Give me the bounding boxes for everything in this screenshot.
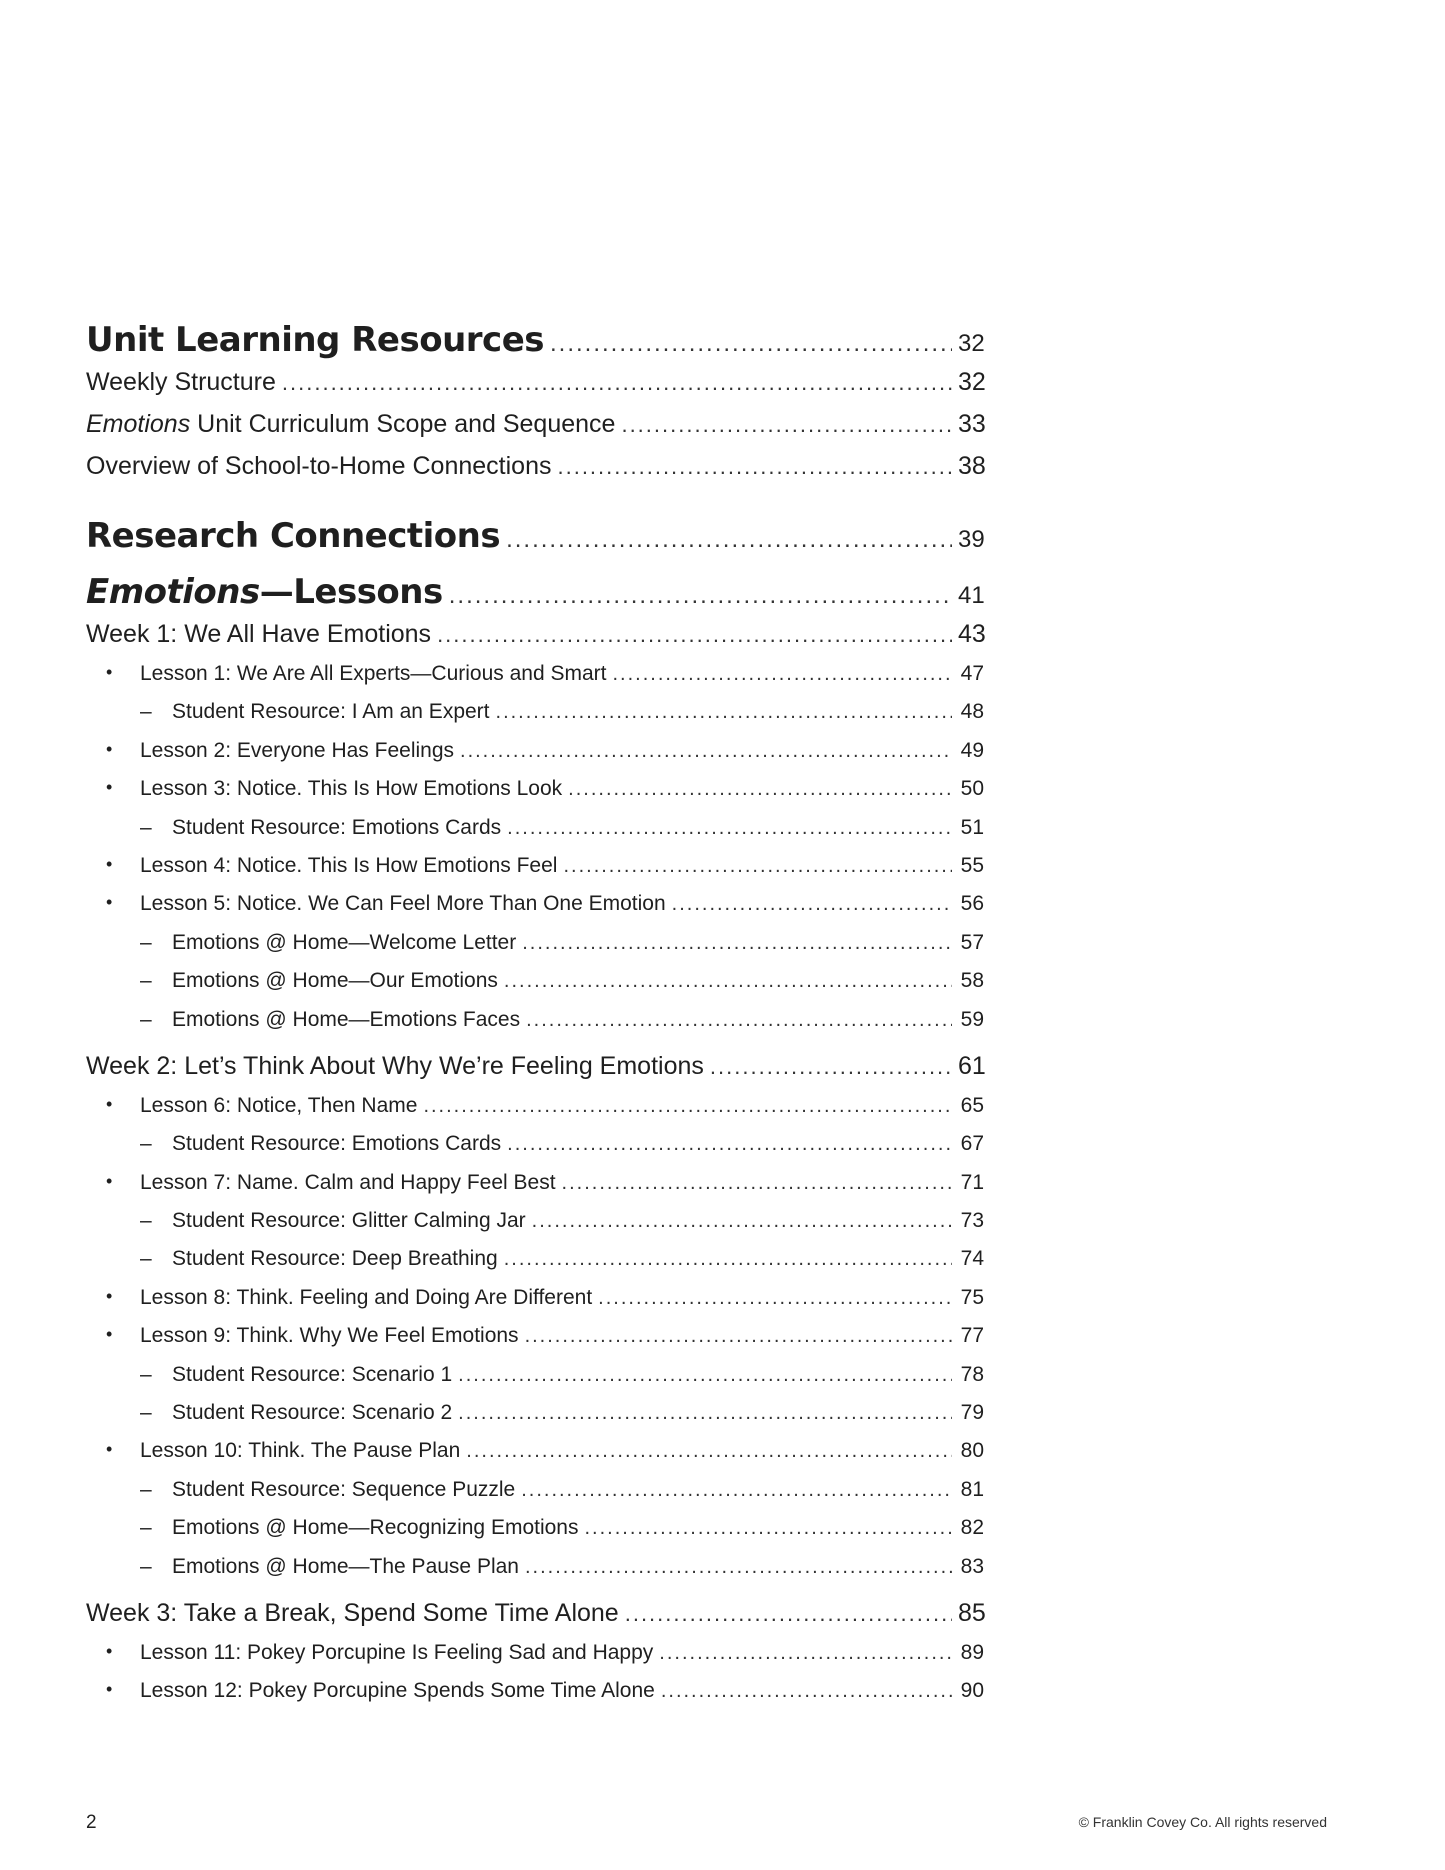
page-number: 74: [960, 1247, 984, 1271]
toc-title: Student Resource: Deep Breathing: [172, 1247, 498, 1271]
toc-title: Lesson 2: Everyone Has Feelings: [140, 738, 455, 762]
toc-entry-lesson[interactable]: [86, 1679, 984, 1717]
dash-icon: –: [140, 1362, 152, 1386]
toc-title: Student Resource: I Am an Expert: [172, 700, 490, 724]
dot-leader: [423, 1095, 952, 1118]
dash-icon: –: [140, 1132, 152, 1156]
dot-leader: [507, 817, 952, 840]
toc-title-rest: Unit Curriculum Scope and Sequence: [190, 410, 616, 438]
dash-icon: –: [140, 930, 152, 954]
page-number: 38: [958, 452, 986, 480]
toc-entry-week-1[interactable]: [86, 620, 984, 662]
page-number: 41: [958, 582, 985, 609]
toc-entry-lesson[interactable]: [86, 854, 984, 892]
dot-leader: [506, 526, 952, 554]
dot-leader: [585, 1517, 953, 1540]
dot-leader: [710, 1054, 952, 1080]
toc-title-italic: Emotions: [86, 410, 191, 438]
toc-entry-lesson[interactable]: [86, 739, 984, 777]
page-number: 89: [960, 1640, 984, 1664]
page-number: 47: [960, 662, 984, 685]
page-number: 33: [958, 410, 986, 438]
page-number: 59: [960, 1007, 984, 1031]
toc-title: Lesson 12: Pokey Porcupine Spends Some Time Alone: [140, 1679, 655, 1703]
dash-icon: –: [140, 1007, 152, 1031]
dash-icon: –: [140, 815, 152, 839]
toc-entry-resource[interactable]: [86, 816, 984, 854]
toc-title: Lesson 10: Think. The Pause Plan: [140, 1439, 461, 1463]
toc-entry-week-2[interactable]: [86, 1052, 984, 1094]
dot-leader: [496, 701, 952, 724]
page-number: 85: [958, 1598, 986, 1627]
dot-leader: [504, 970, 952, 993]
bullet-icon: •: [106, 662, 113, 682]
toc-title: Lesson 8: Think. Feeling and Doing Are Different: [140, 1285, 593, 1309]
bullet-icon: •: [106, 892, 113, 913]
toc-title: Emotions @ Home—Recognizing Emotions: [172, 1516, 579, 1540]
dot-leader: [661, 1680, 952, 1703]
toc-entry-research-connections[interactable]: [86, 516, 984, 564]
toc-title: Lesson 3: Notice. This Is How Emotions Look: [140, 777, 563, 801]
toc-entry-lesson[interactable]: [86, 1286, 984, 1324]
toc-title: Lesson 1: We Are All Experts—Curious and Smart: [140, 662, 607, 685]
dash-icon: –: [140, 1554, 152, 1578]
bullet-icon: •: [106, 1679, 113, 1700]
page-number: 79: [960, 1401, 984, 1425]
dot-leader: [437, 622, 952, 648]
toc-entry-scope-sequence[interactable]: [86, 410, 984, 452]
dot-leader: [526, 1009, 952, 1032]
toc-entry-lesson[interactable]: [86, 662, 984, 700]
dot-leader: [625, 1601, 952, 1627]
bullet-icon: •: [106, 777, 113, 798]
dot-leader: [282, 370, 952, 396]
toc-entry-unit-learning-resources[interactable]: [86, 320, 984, 368]
toc-title: Emotions @ Home—The Pause Plan: [172, 1554, 519, 1578]
toc-title: Student Resource: Scenario 2: [172, 1401, 453, 1425]
toc-title: Lesson 7: Name. Calm and Happy Feel Best: [140, 1170, 556, 1194]
toc-entry-lesson[interactable]: [86, 1171, 984, 1209]
toc-title: Emotions @ Home—Emotions Faces: [172, 1007, 521, 1031]
toc-title: Emotions @ Home—Our Emotions: [172, 969, 498, 993]
toc-title: Overview of School-to-Home Connections: [86, 452, 552, 480]
toc-entry-lesson[interactable]: [86, 1439, 984, 1477]
page-number: 75: [960, 1285, 984, 1309]
page-number: 55: [960, 853, 984, 877]
toc-title: Student Resource: Glitter Calming Jar: [172, 1209, 526, 1233]
page-number: 82: [960, 1516, 984, 1540]
toc-title: Lesson 9: Think. Why We Feel Emotions: [140, 1324, 519, 1348]
page-number: 32: [958, 368, 986, 396]
toc-entry-resource[interactable]: [86, 969, 984, 1007]
toc-entry-lesson[interactable]: [86, 777, 984, 815]
table-of-contents: [86, 320, 984, 1718]
dot-leader: [525, 1556, 952, 1579]
bullet-icon: •: [106, 1324, 113, 1345]
toc-entry-resource[interactable]: [86, 700, 984, 738]
dot-leader: [525, 1325, 952, 1348]
dot-leader: [659, 1642, 952, 1665]
toc-entry-resource[interactable]: [86, 1516, 984, 1554]
page-number: 56: [960, 892, 984, 916]
bullet-icon: •: [106, 1093, 113, 1114]
page-number: 90: [960, 1679, 984, 1703]
toc-title: Student Resource: Emotions Cards: [172, 815, 502, 839]
page-number: 80: [960, 1439, 984, 1463]
dot-leader: [598, 1287, 952, 1310]
bullet-icon: •: [106, 738, 113, 759]
toc-heading: [86, 572, 449, 612]
toc-title: Lesson 11: Pokey Porcupine Is Feeling Sad and Happy: [140, 1640, 654, 1664]
dot-leader: [507, 1133, 952, 1156]
page-number: 49: [960, 738, 984, 762]
toc-title: Weekly Structure: [86, 368, 276, 396]
page-number: 57: [960, 930, 984, 954]
bullet-icon: •: [106, 1170, 113, 1191]
dash-icon: –: [140, 969, 152, 993]
page-number: 81: [960, 1477, 984, 1501]
toc-entry-weekly-structure[interactable]: [86, 368, 984, 410]
toc-title: [86, 410, 621, 439]
toc-entry-resource[interactable]: [86, 1363, 984, 1401]
page-number: 50: [960, 777, 984, 801]
toc-heading: Unit Learning Resources: [86, 320, 544, 360]
dash-icon: –: [140, 1209, 152, 1233]
dot-leader: [563, 855, 952, 878]
page-number: 58: [960, 969, 984, 993]
toc-entry-lesson[interactable]: [86, 1094, 984, 1132]
dot-leader: [460, 740, 952, 763]
toc-entry-emotions-lessons[interactable]: [86, 572, 984, 620]
dash-icon: –: [140, 1516, 152, 1540]
page-number: 51: [960, 815, 984, 839]
footer-page-number: 2: [86, 1812, 97, 1833]
toc-title: Lesson 4: Notice. This Is How Emotions Feel: [140, 853, 558, 877]
dash-icon: –: [140, 700, 152, 724]
toc-entry-resource[interactable]: [86, 1247, 984, 1285]
dot-leader: [522, 932, 952, 955]
toc-title: Week 2: Let’s Think About Why We’re Feeling Emotions: [86, 1051, 704, 1080]
dot-leader: [521, 1479, 952, 1502]
dot-leader: [550, 330, 952, 358]
dot-leader: [458, 1364, 952, 1387]
toc-title: Lesson 5: Notice. We Can Feel More Than One Emotion: [140, 892, 666, 916]
toc-entry-resource[interactable]: [86, 1008, 984, 1046]
dot-leader: [504, 1248, 952, 1271]
toc-entry-overview-connections[interactable]: [86, 452, 984, 494]
dot-leader: [458, 1402, 952, 1425]
bullet-icon: •: [106, 1640, 113, 1661]
page-number: 67: [960, 1132, 984, 1156]
bullet-icon: •: [106, 1285, 113, 1306]
toc-entry-resource[interactable]: [86, 1555, 984, 1593]
page-number: 78: [960, 1362, 984, 1386]
toc-heading-italic: Emotions: [86, 572, 260, 612]
page-number: 73: [960, 1209, 984, 1233]
page-number: 61: [958, 1051, 986, 1080]
page-number: 83: [960, 1554, 984, 1578]
bullet-icon: •: [106, 1439, 113, 1460]
toc-title: Emotions @ Home—Welcome Letter: [172, 930, 517, 954]
page-number: 32: [958, 330, 985, 357]
dot-leader: [562, 1172, 952, 1195]
toc-title: Student Resource: Scenario 1: [172, 1362, 453, 1386]
dash-icon: –: [140, 1401, 152, 1425]
dot-leader: [449, 582, 952, 610]
page-number: 43: [958, 620, 986, 648]
page-number: 65: [960, 1093, 984, 1117]
toc-entry-week-3[interactable]: [86, 1599, 984, 1641]
page-number: 48: [960, 700, 984, 724]
dash-icon: –: [140, 1477, 152, 1501]
dot-leader: [466, 1440, 952, 1463]
footer-copyright: © Franklin Covey Co. All rights reserved: [1078, 1814, 1327, 1830]
dot-leader: [568, 778, 952, 801]
toc-entry-resource[interactable]: [86, 1132, 984, 1170]
dot-leader: [613, 663, 953, 686]
page-number: 71: [960, 1170, 984, 1194]
toc-title: Week 1: We All Have Emotions: [86, 620, 432, 648]
toc-entry-resource[interactable]: [86, 1209, 984, 1247]
toc-entry-lesson[interactable]: [86, 1324, 984, 1362]
toc-entry-resource[interactable]: [86, 931, 984, 969]
toc-title: Week 3: Take a Break, Spend Some Time Alone: [86, 1598, 619, 1627]
bullet-icon: •: [106, 853, 113, 874]
toc-title: Lesson 6: Notice, Then Name: [140, 1093, 418, 1117]
dot-leader: [672, 893, 952, 916]
toc-entry-lesson[interactable]: [86, 892, 984, 930]
toc-entry-resource[interactable]: [86, 1478, 984, 1516]
dash-icon: –: [140, 1247, 152, 1271]
dot-leader: [621, 412, 952, 438]
dot-leader: [557, 454, 952, 480]
toc-heading: Research Connections: [86, 516, 501, 556]
page-number: 77: [960, 1324, 984, 1348]
toc-title: Student Resource: Sequence Puzzle: [172, 1477, 516, 1501]
toc-entry-resource[interactable]: [86, 1401, 984, 1439]
toc-title: Student Resource: Emotions Cards: [172, 1132, 502, 1156]
page-number: 39: [958, 526, 985, 553]
toc-entry-lesson[interactable]: [86, 1641, 984, 1679]
toc-heading-rest: —Lessons: [259, 572, 443, 612]
dot-leader: [532, 1210, 952, 1233]
